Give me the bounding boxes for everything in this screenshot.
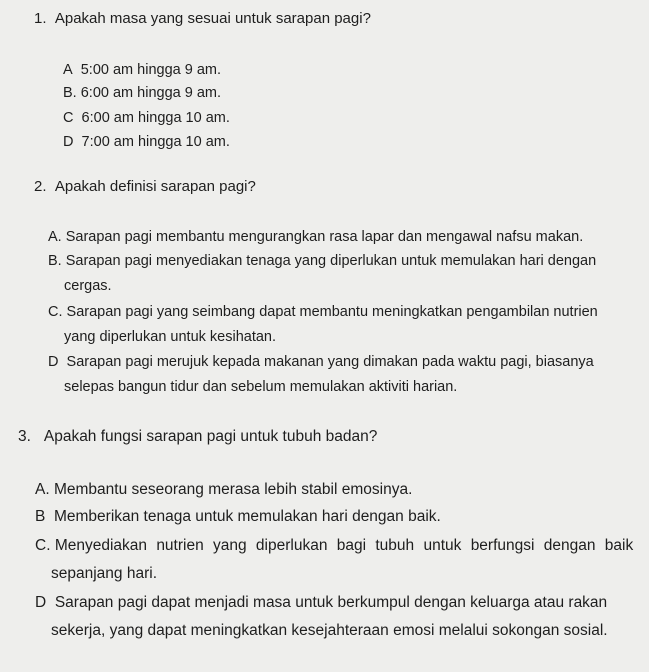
option-text: Membantu seseorang merasa lebih stabil emosinya. [53, 481, 413, 498]
option-3c-cont [51, 565, 157, 583]
question-1 [34, 10, 371, 27]
option-2c [48, 304, 598, 320]
option-text: Sarapan pagi membantu mengurangkan rasa lapar dan mengawal nafsu makan. [65, 229, 584, 245]
option-1d [63, 134, 230, 150]
option-text-continued: cergas. [64, 278, 112, 294]
question-number: 1. [34, 10, 47, 27]
option-2a [48, 229, 583, 245]
option-letter: D [63, 134, 74, 150]
option-2b-cont [64, 278, 112, 294]
option-letter: D [35, 594, 47, 611]
option-2d-cont [64, 379, 457, 395]
option-letter: D [48, 354, 59, 370]
question-3 [18, 428, 377, 446]
option-3d [35, 594, 607, 612]
option-text: Sarapan pagi yang seimbang dapat membantu meningkatkan pengambilan nutrien [66, 304, 598, 320]
option-2d [48, 354, 594, 370]
option-3d-cont [51, 622, 608, 640]
option-letter: B. [48, 253, 62, 269]
option-letter: B. [63, 85, 77, 101]
option-text-continued: sekerja, yang dapat meningkatkan kesejahteraan emosi melalui sokongan sosial. [51, 622, 608, 639]
option-1b [63, 85, 221, 101]
option-2b [48, 253, 596, 269]
question-text: Apakah definisi sarapan pagi? [54, 178, 256, 195]
question-text: Apakah masa yang sesuai untuk sarapan pagi? [54, 10, 371, 27]
option-text: Sarapan pagi dapat menjadi masa untuk berkumpul dengan keluarga atau rakan [54, 594, 608, 611]
option-letter: C. [48, 304, 63, 320]
question-number: 3. [18, 428, 31, 445]
option-text: Memberikan tenaga untuk memulakan hari dengan baik. [53, 508, 441, 525]
option-letter: A. [48, 229, 62, 245]
option-text: 6:00 am hingga 9 am. [80, 85, 221, 101]
option-1c [63, 110, 230, 126]
option-text-continued: sepanjang hari. [51, 565, 157, 582]
option-text: 6:00 am hingga 10 am. [81, 110, 230, 126]
option-text: 7:00 am hingga 10 am. [81, 134, 230, 150]
option-text: 5:00 am hingga 9 am. [80, 62, 221, 78]
option-text-continued: yang diperlukan untuk kesihatan. [64, 329, 277, 345]
option-text: Menyediakan nutrien yang diperlukan bagi tubuh untuk berfungsi dengan baik [54, 537, 634, 554]
option-letter: C. [35, 537, 51, 554]
option-letter: C [63, 110, 74, 126]
question-text: Apakah fungsi sarapan pagi untuk tubuh badan? [43, 428, 378, 445]
option-3c [35, 537, 633, 555]
option-3b [35, 508, 441, 526]
option-1a [63, 62, 221, 78]
option-text: Sarapan pagi merujuk kepada makanan yang dimakan pada waktu pagi, biasanya [66, 354, 594, 370]
option-letter: A. [35, 481, 50, 498]
option-2c-cont [64, 329, 276, 345]
question-number: 2. [34, 178, 47, 195]
option-text-continued: selepas bangun tidur dan sebelum memulakan aktiviti harian. [64, 379, 458, 395]
option-letter: B [35, 508, 46, 525]
option-3a [35, 481, 412, 499]
option-text: Sarapan pagi menyediakan tenaga yang diperlukan untuk memulakan hari dengan [65, 253, 597, 269]
option-letter: A [63, 62, 73, 78]
question-2 [34, 178, 256, 195]
